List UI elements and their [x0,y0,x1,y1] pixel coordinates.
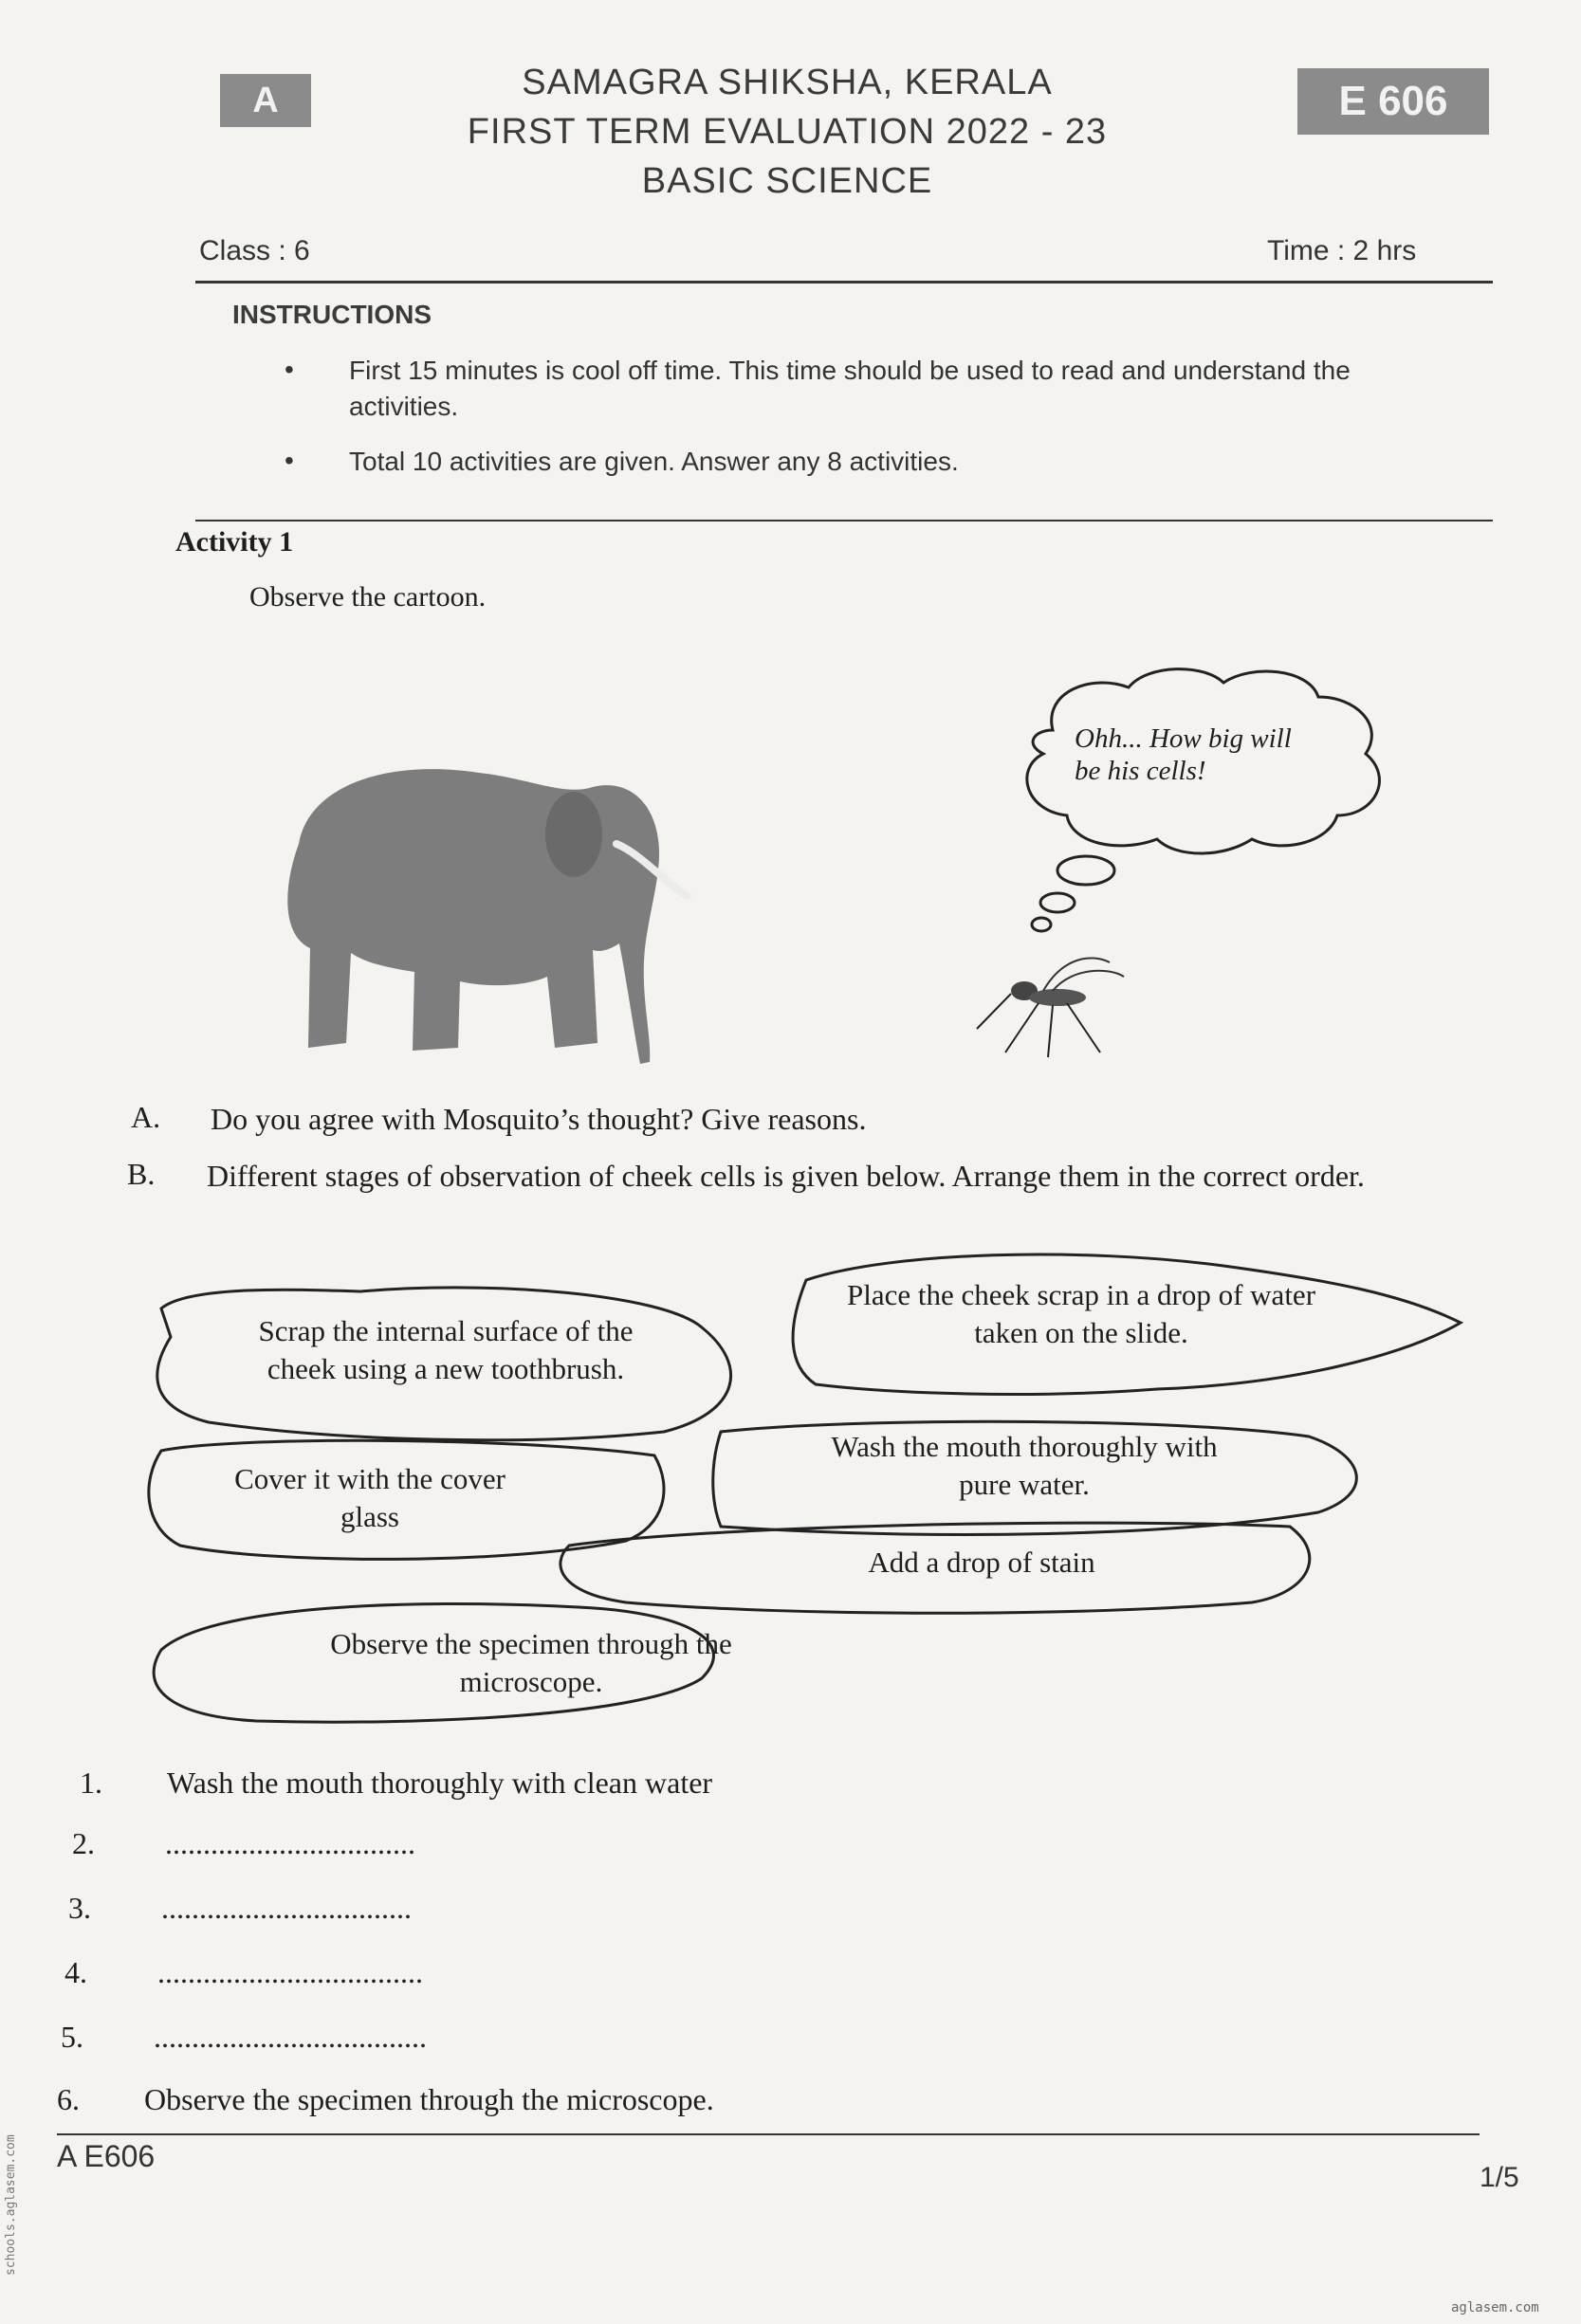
question-a-text: Do you agree with Mosquito’s thought? Give reasons. [211,1102,867,1136]
activity-title: Activity 1 [175,526,294,558]
answer-row [72,1826,1305,1868]
bubble-step-wash: Wash the mouth thoroughly with pure water. [831,1430,1218,1501]
answer-number: 4. [64,1955,87,1989]
instructions-heading: INSTRUCTIONS [232,300,432,329]
bubble-step-cover: Cover it with the cover glass [234,1462,506,1533]
instruction-text: Total 10 activities are given. Answer any 8 activities. [349,447,959,476]
question-b-text: Different stages of observation of cheek cells is given below. Arrange them in the correct order. [207,1159,1365,1193]
answer-blank[interactable]: ................................. [161,1891,412,1925]
answer-blank[interactable]: .................................... [154,2020,427,2054]
instruction-text: First 15 minutes is cool off time. This time should be used to read and understand the activities. [349,356,1351,421]
side-watermark: schools.aglasem.com [4,2134,18,2276]
exam-title: FIRST TERM EVALUATION 2022 - 23 [467,112,1108,152]
brand-watermark: aglasem.com [1451,2300,1539,2315]
bullet-icon: • [285,446,294,475]
question-b-label: B. [127,1157,156,1191]
answer-row [57,2082,1290,2124]
board-title: SAMAGRA SHIKSHA, KERALA [522,63,1053,102]
answer-number: 5. [61,2020,83,2054]
subject-title: BASIC SCIENCE [641,161,933,201]
answer-text: Wash the mouth thoroughly with clean water [167,1766,713,1800]
question-a [131,1100,1516,1142]
answer-blank[interactable]: ................................. [165,1826,415,1860]
set-code-badge: A [220,74,311,127]
answer-number: 6. [57,2082,80,2116]
answer-row [80,1766,1313,1807]
footer-divider [57,2133,1480,2135]
answer-row [64,1955,1297,1997]
bullet-icon: • [285,355,294,384]
question-b [127,1157,1512,1236]
question-a-label: A. [131,1100,161,1134]
header-divider [195,281,1493,284]
bubble-step-observe: Observe the specimen through the microscope. [330,1627,732,1698]
time-label: Time : 2 hrs [1267,235,1417,266]
bubble-step-place: Place the cheek scrap in a drop of water taken on the slide. [846,1278,1316,1349]
elephant-icon [242,730,716,1081]
page-number: 1/5 [1480,2162,1519,2193]
footer-code: A E606 [57,2139,156,2173]
thought-cloud-icon [996,654,1404,939]
paper-code-badge: E 606 [1297,68,1489,135]
answer-row [61,2020,1294,2061]
answer-text: Observe the specimen through the microscope. [144,2082,714,2116]
instructions-divider [195,520,1493,522]
answer-number: 3. [68,1891,91,1925]
mosquito-thought: Ohh... How big will be his cells! [1075,723,1292,786]
answer-row [68,1891,1301,1932]
answer-blank[interactable]: ................................... [157,1955,423,1989]
bubble-step-stain: Add a drop of stain [868,1546,1095,1579]
activity-prompt: Observe the cartoon. [249,581,487,613]
class-label: Class : 6 [199,235,310,266]
answer-number: 2. [72,1826,95,1860]
answer-number: 1. [80,1766,102,1800]
mosquito-icon [967,948,1138,1062]
bubble-step-scrape: Scrap the internal surface of the cheek using a new toothbrush. [258,1314,634,1385]
